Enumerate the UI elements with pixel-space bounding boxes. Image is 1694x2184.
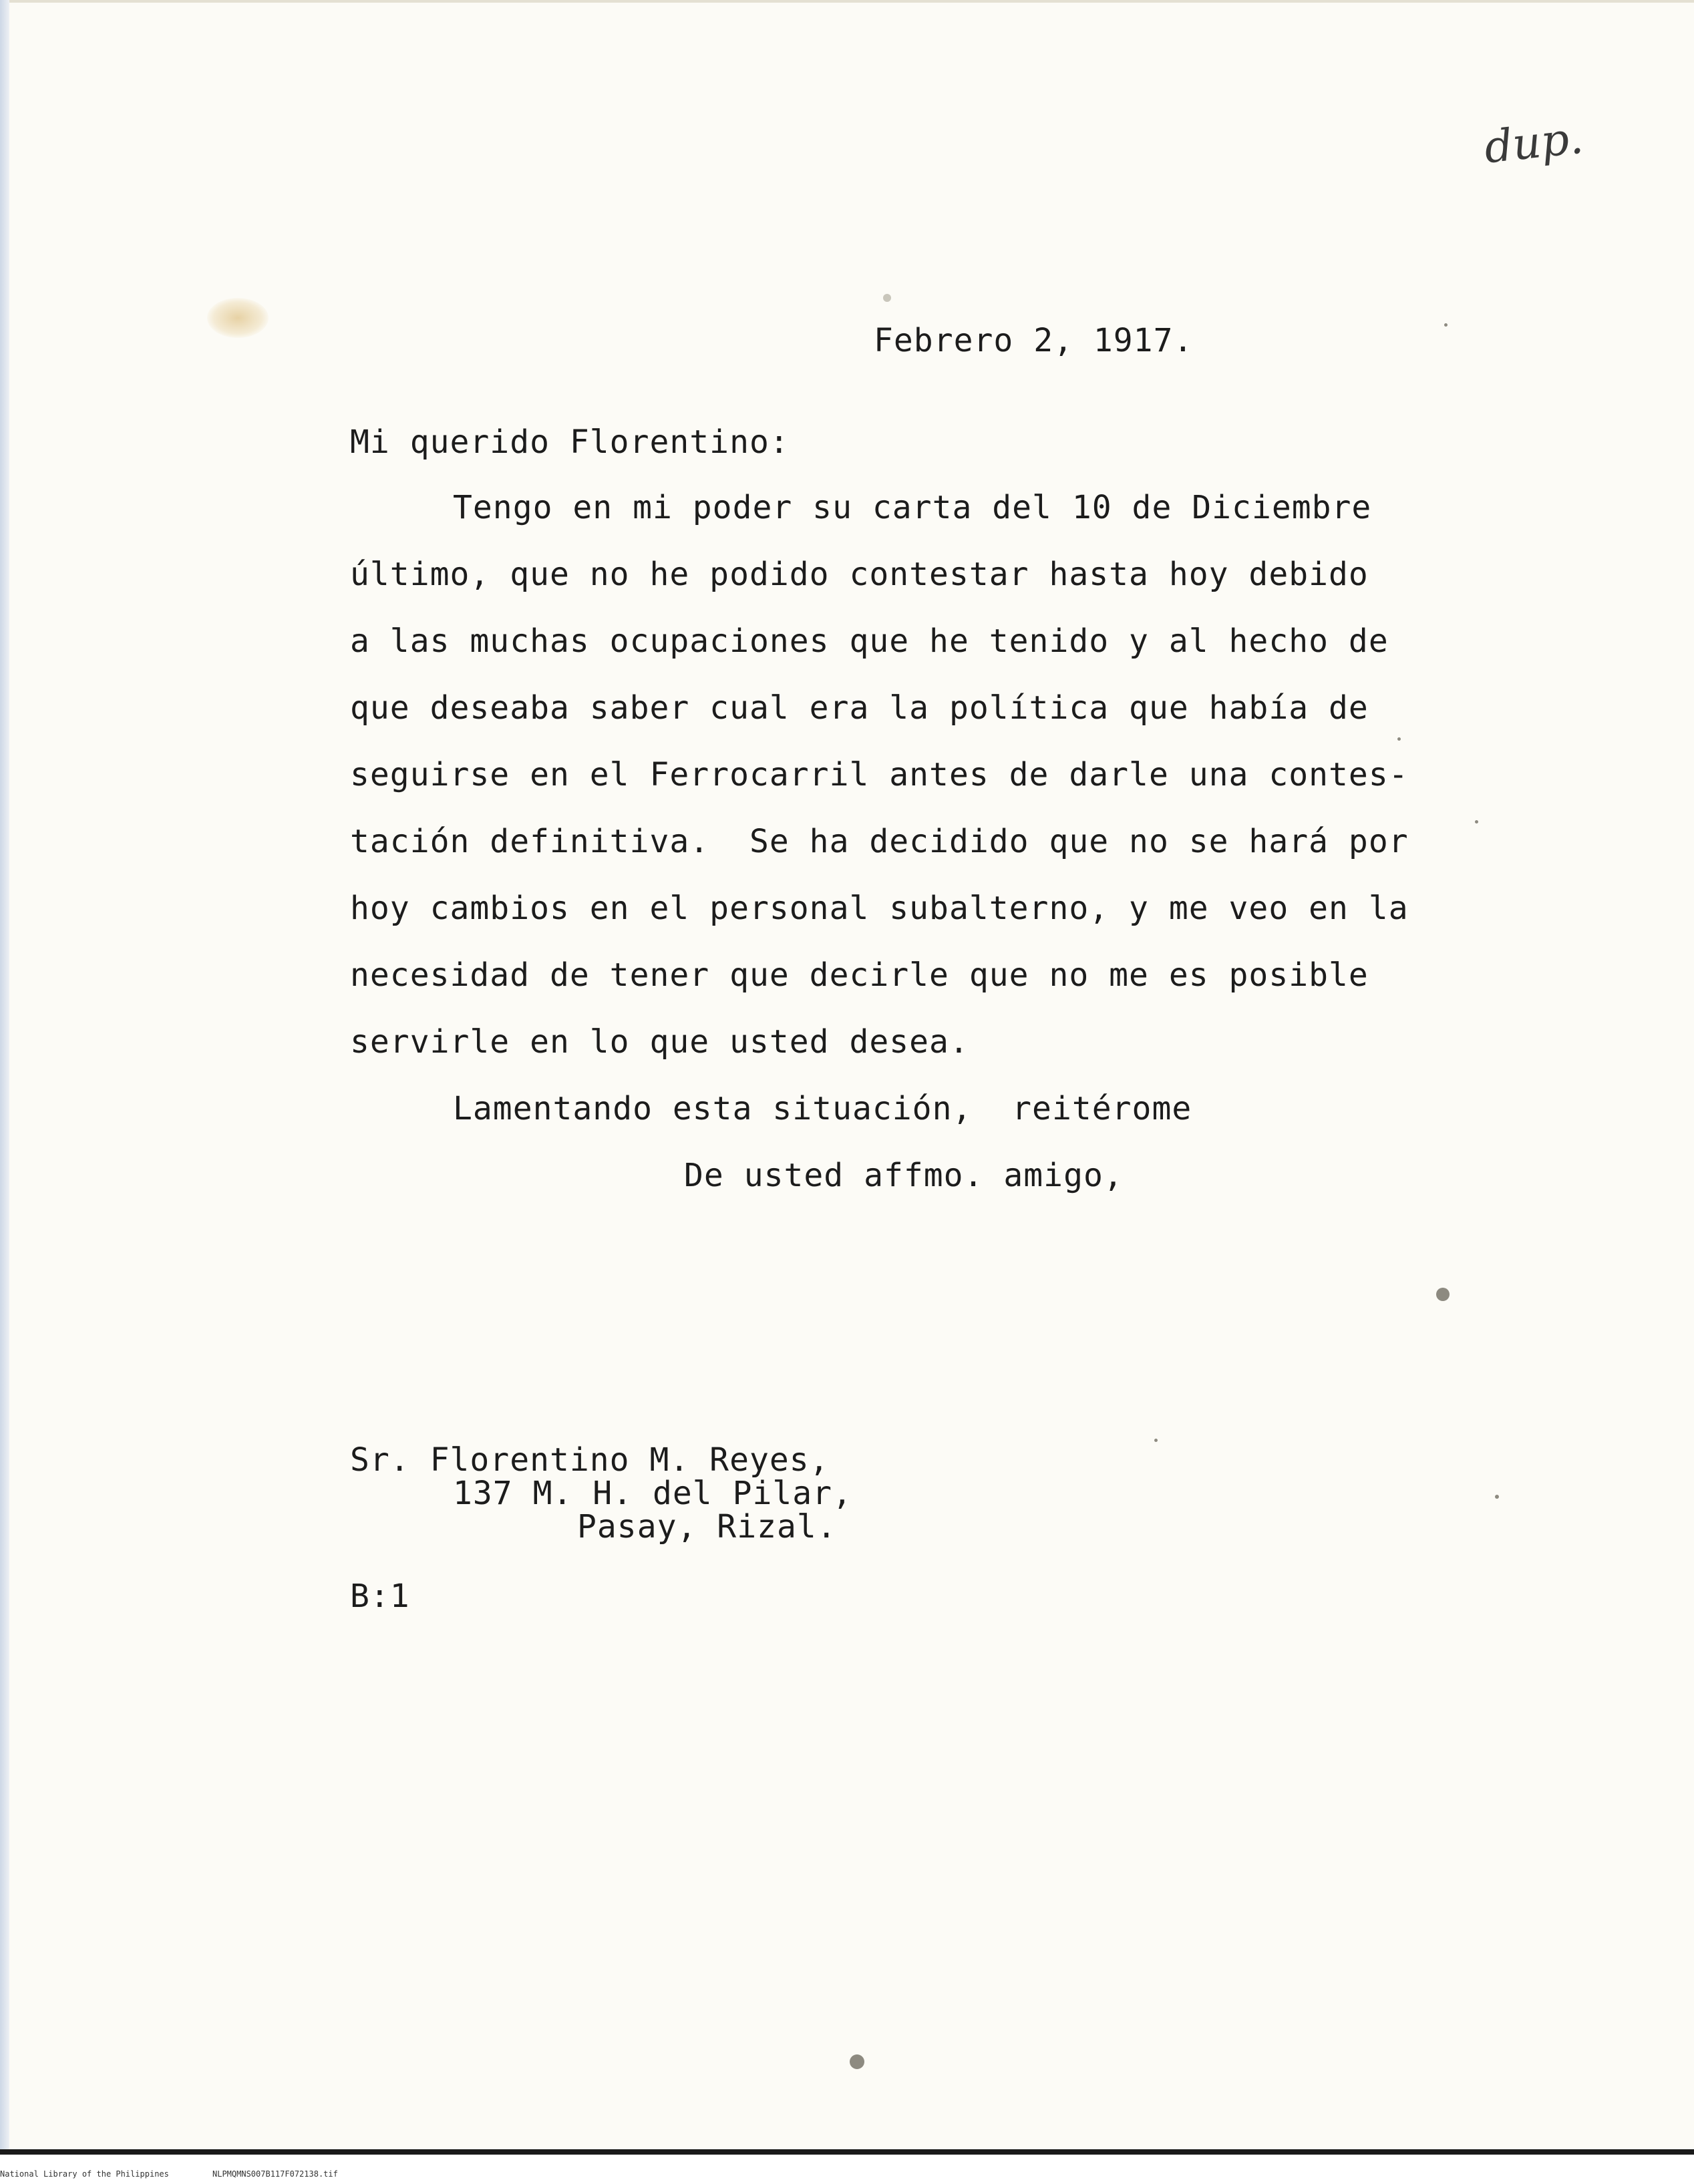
footer-file-id: NLPMQMNS007B117F072138.tif <box>212 2169 338 2179</box>
recipient-city: Pasay, Rizal. <box>577 1508 837 1545</box>
body-line: servirle en lo que usted desea. <box>350 1023 969 1061</box>
paper-stain <box>207 298 269 338</box>
paper-speck <box>1436 1288 1450 1301</box>
body-line: a las muchas ocupaciones que he tenido y al hecho de <box>350 622 1389 660</box>
body-line: que deseaba saber cual era la política que había de <box>350 689 1369 727</box>
body-line: necesidad de tener que decirle que no me es posible <box>350 956 1369 994</box>
paper-speck <box>1154 1439 1158 1442</box>
salutation: Mi querido Florentino: <box>350 423 790 461</box>
page-left-edge <box>0 0 9 2155</box>
paper-speck <box>850 2054 864 2069</box>
recipient-street: 137 M. H. del Pilar, <box>453 1475 852 1512</box>
page-top-edge <box>0 0 1694 3</box>
paper-speck <box>883 294 891 302</box>
paper-speck <box>1475 820 1478 824</box>
paper-speck <box>1495 1495 1499 1499</box>
closing-line: Lamentando esta situación, reitérome <box>453 1090 1192 1127</box>
body-line: seguirse en el Ferrocarril antes de darle una contes- <box>350 756 1409 793</box>
complimentary-close: De usted affmo. amigo, <box>684 1157 1124 1194</box>
body-line: Tengo en mi poder su carta del 10 de Diciembre <box>453 489 1372 526</box>
body-line: hoy cambios en el personal subalterno, y me veo en la <box>350 890 1409 927</box>
body-line: tación definitiva. Se ha decidido que no se hará por <box>350 823 1409 860</box>
paper-speck <box>1397 737 1401 741</box>
handwritten-note: dup. <box>1482 112 1586 174</box>
reference-initials: B:1 <box>350 1578 410 1615</box>
body-line: último, que no he podido contestar hasta hoy debido <box>350 556 1369 593</box>
recipient-name: Sr. Florentino M. Reyes, <box>350 1441 830 1479</box>
footer-library-name: National Library of the Philippines <box>0 2169 169 2179</box>
letter-date: Febrero 2, 1917. <box>874 322 1194 359</box>
paper-speck <box>1444 323 1448 327</box>
scan-bottom-rule <box>0 2149 1694 2155</box>
